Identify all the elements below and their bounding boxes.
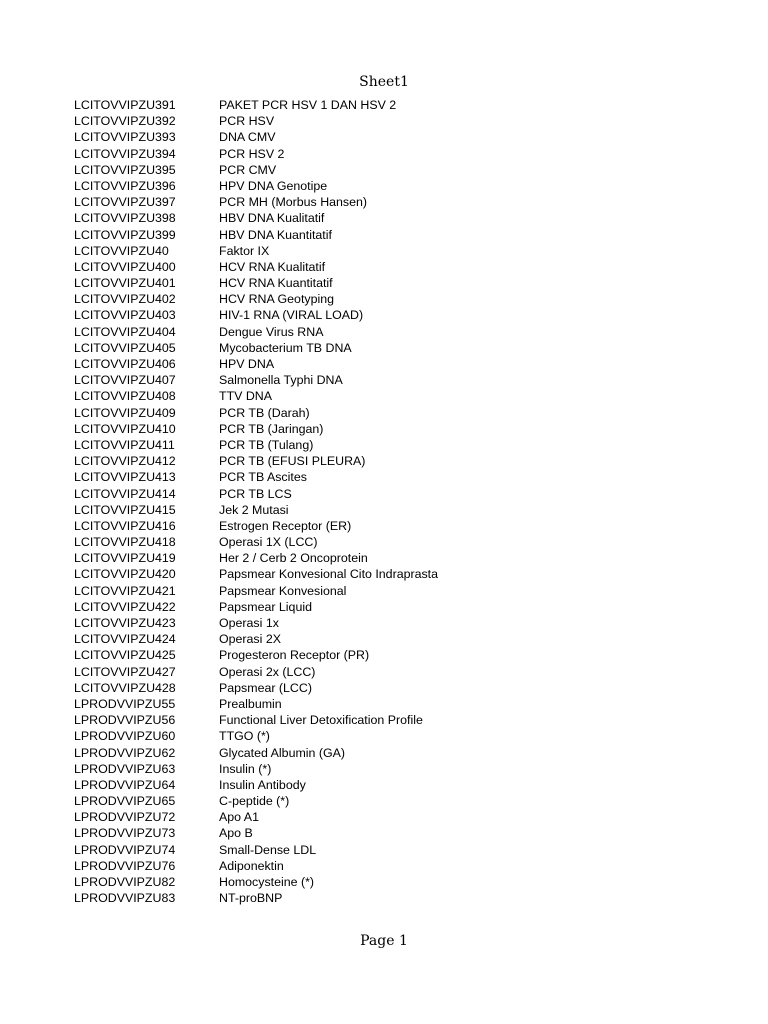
row-code: LCITOVVIPZU412	[74, 454, 176, 469]
table-row	[74, 469, 694, 485]
row-description: Apo A1	[219, 810, 259, 825]
row-description: Apo B	[219, 826, 253, 841]
row-description: Faktor IX	[219, 243, 270, 258]
row-description: PCR TB Ascites	[219, 470, 307, 485]
row-description: PCR HSV	[219, 114, 275, 129]
row-code: LCITOVVIPZU424	[74, 632, 176, 647]
row-code: LPRODVVIPZU60	[74, 729, 176, 744]
row-code: LCITOVVIPZU413	[74, 470, 176, 485]
row-code: LCITOVVIPZU403	[74, 308, 176, 323]
row-description: Operasi 1X (LCC)	[219, 535, 318, 550]
table-row	[74, 728, 694, 744]
row-description: Adiponektin	[219, 858, 284, 873]
row-code: LCITOVVIPZU406	[74, 357, 176, 371]
table-row	[74, 291, 694, 307]
row-code: LCITOVVIPZU396	[74, 178, 176, 193]
table-row	[74, 227, 694, 243]
row-code: LCITOVVIPZU401	[74, 276, 176, 291]
row-description: PCR TB (Darah)	[219, 405, 310, 420]
row-code: LCITOVVIPZU405	[74, 340, 176, 355]
row-description: HCV RNA Kualitatif	[219, 259, 326, 274]
row-description: PCR TB (EFUSI PLEURA)	[219, 454, 366, 469]
row-code: LPRODVVIPZU56	[74, 713, 176, 728]
row-description: PCR TB LCS	[219, 486, 292, 501]
row-description: Dengue Virus RNA	[219, 324, 324, 339]
table-row	[74, 842, 694, 858]
table-row	[74, 194, 694, 210]
row-code: LCITOVVIPZU397	[74, 195, 176, 210]
row-description: HPV DNA	[219, 357, 275, 371]
table-row	[74, 583, 694, 599]
table-row	[74, 534, 694, 550]
table-row	[74, 615, 694, 631]
table-row	[74, 275, 694, 291]
row-code: LCITOVVIPZU404	[74, 324, 176, 339]
table-row	[74, 307, 694, 323]
table-row	[74, 113, 694, 129]
row-code: LPRODVVIPZU64	[74, 777, 176, 792]
row-description: Prealbumin	[219, 696, 282, 711]
table-row	[74, 502, 694, 518]
row-description: Papsmear Konvesional Cito Indraprasta	[219, 567, 439, 582]
row-description: Estrogen Receptor (ER)	[219, 518, 352, 533]
row-code: LCITOVVIPZU425	[74, 648, 176, 663]
data-table	[74, 97, 694, 906]
row-code: LCITOVVIPZU394	[74, 146, 176, 161]
row-description: PAKET PCR HSV 1 DAN HSV 2	[219, 98, 397, 112]
row-description: HIV-1 RNA (VIRAL LOAD)	[219, 308, 364, 323]
row-description: PCR TB (Jaringan)	[219, 421, 324, 436]
row-description: Progesteron Receptor (PR)	[219, 648, 370, 663]
row-code: LCITOVVIPZU415	[74, 502, 176, 517]
table-row	[74, 210, 694, 226]
table-row	[74, 146, 694, 162]
row-description: NT-proBNP	[219, 891, 283, 906]
row-code: LCITOVVIPZU393	[74, 130, 176, 145]
row-code: LCITOVVIPZU398	[74, 211, 176, 226]
row-code: LCITOVVIPZU395	[74, 162, 176, 177]
row-code: LCITOVVIPZU422	[74, 599, 176, 614]
row-code: LCITOVVIPZU409	[74, 405, 176, 420]
table-row	[74, 324, 694, 340]
row-code: LPRODVVIPZU76	[74, 858, 176, 873]
row-code: LCITOVVIPZU408	[74, 389, 176, 404]
row-description: Papsmear Konvesional	[219, 583, 347, 598]
table-row	[74, 518, 694, 534]
row-code: LCITOVVIPZU402	[74, 292, 176, 307]
row-code: LPRODVVIPZU62	[74, 745, 176, 760]
table-row	[74, 809, 694, 825]
row-code: LPRODVVIPZU74	[74, 842, 176, 857]
table-row	[74, 421, 694, 437]
row-code: LPRODVVIPZU65	[74, 794, 176, 809]
row-code: LCITOVVIPZU399	[74, 227, 176, 242]
table-row	[74, 388, 694, 404]
row-description: TTV DNA	[219, 389, 273, 404]
row-code: LCITOVVIPZU427	[74, 664, 176, 679]
table-row	[74, 129, 694, 145]
table-row	[74, 437, 694, 453]
row-description: PCR MH (Morbus Hansen)	[219, 195, 368, 210]
table-row	[74, 793, 694, 809]
row-code: LCITOVVIPZU391	[74, 98, 176, 112]
row-description: HBV DNA Kualitatif	[219, 211, 325, 226]
row-code: LCITOVVIPZU418	[74, 535, 176, 550]
row-code: LPRODVVIPZU55	[74, 696, 176, 711]
row-description: Homocysteine (*)	[219, 875, 315, 889]
row-description: DNA CMV	[219, 130, 276, 145]
row-code: LPRODVVIPZU72	[74, 810, 176, 825]
row-description: HPV DNA Genotipe	[219, 178, 328, 193]
row-description: Small-Dense LDL	[219, 842, 317, 857]
row-description: Papsmear (LCC)	[219, 680, 312, 695]
table-row	[74, 178, 694, 194]
row-description: TTGO (*)	[219, 729, 270, 744]
row-description: PCR HSV 2	[219, 146, 285, 161]
table-row	[74, 631, 694, 647]
row-description: Operasi 1x	[219, 616, 279, 630]
table-row	[74, 825, 694, 841]
row-description: HCV RNA Kuantitatif	[219, 276, 333, 291]
row-code: LCITOVVIPZU40	[74, 243, 169, 258]
row-code: LCITOVVIPZU414	[74, 486, 176, 501]
table-row	[74, 874, 694, 890]
row-code: LPRODVVIPZU83	[74, 891, 176, 906]
row-code: LCITOVVIPZU410	[74, 421, 176, 436]
row-code: LPRODVVIPZU82	[74, 875, 176, 889]
row-description: HBV DNA Kuantitatif	[219, 227, 332, 242]
table-row	[74, 259, 694, 275]
row-description: Mycobacterium TB DNA	[219, 340, 352, 355]
row-code: LCITOVVIPZU407	[74, 373, 176, 388]
table-row	[74, 858, 694, 874]
row-description: Salmonella Typhi DNA	[219, 373, 343, 388]
row-description: Glycated Albumin (GA)	[219, 745, 346, 760]
row-description: HCV RNA Geotyping	[219, 292, 335, 307]
table-row	[74, 453, 694, 469]
row-code: LPRODVVIPZU73	[74, 826, 176, 841]
row-code: LCITOVVIPZU421	[74, 583, 176, 598]
table-row	[74, 372, 694, 388]
table-row	[74, 356, 694, 372]
row-code: LPRODVVIPZU63	[74, 761, 176, 776]
table-row	[74, 680, 694, 696]
row-code: LCITOVVIPZU423	[74, 616, 176, 630]
table-row	[74, 696, 694, 712]
row-description: PCR CMV	[219, 162, 277, 177]
row-code: LCITOVVIPZU416	[74, 518, 176, 533]
table-row	[74, 777, 694, 793]
row-description: Insulin (*)	[219, 761, 272, 776]
table-row	[74, 647, 694, 663]
table-row	[74, 761, 694, 777]
table-row	[74, 550, 694, 566]
table-row	[74, 340, 694, 356]
row-code: LCITOVVIPZU420	[74, 567, 176, 582]
table-row	[74, 745, 694, 761]
table-row	[74, 97, 694, 113]
row-description: Functional Liver Detoxification Profile	[219, 713, 423, 728]
table-row	[74, 890, 694, 906]
row-description: Insulin Antibody	[219, 777, 306, 792]
row-description: C-peptide (*)	[219, 794, 290, 809]
table-row	[74, 664, 694, 680]
table-row	[74, 405, 694, 421]
page-number: Page 1	[360, 933, 408, 949]
table-row	[74, 486, 694, 502]
row-code: LCITOVVIPZU392	[74, 114, 176, 129]
table-row	[74, 712, 694, 728]
row-description: Papsmear Liquid	[219, 599, 312, 614]
row-description: PCR TB (Tulang)	[219, 437, 314, 452]
row-code: LCITOVVIPZU419	[74, 551, 176, 566]
table-row	[74, 243, 694, 259]
sheet-title: Sheet1	[359, 74, 409, 90]
table-row	[74, 162, 694, 178]
row-code: LCITOVVIPZU428	[74, 680, 176, 695]
row-code: LCITOVVIPZU400	[74, 259, 176, 274]
row-description: Jek 2 Mutasi	[219, 502, 289, 517]
table-row	[74, 599, 694, 615]
row-description: Her 2 / Cerb 2 Oncoprotein	[219, 551, 368, 566]
row-description: Operasi 2X	[219, 632, 281, 647]
row-description: Operasi 2x (LCC)	[219, 664, 316, 679]
table-row	[74, 566, 694, 582]
row-code: LCITOVVIPZU411	[74, 437, 175, 452]
